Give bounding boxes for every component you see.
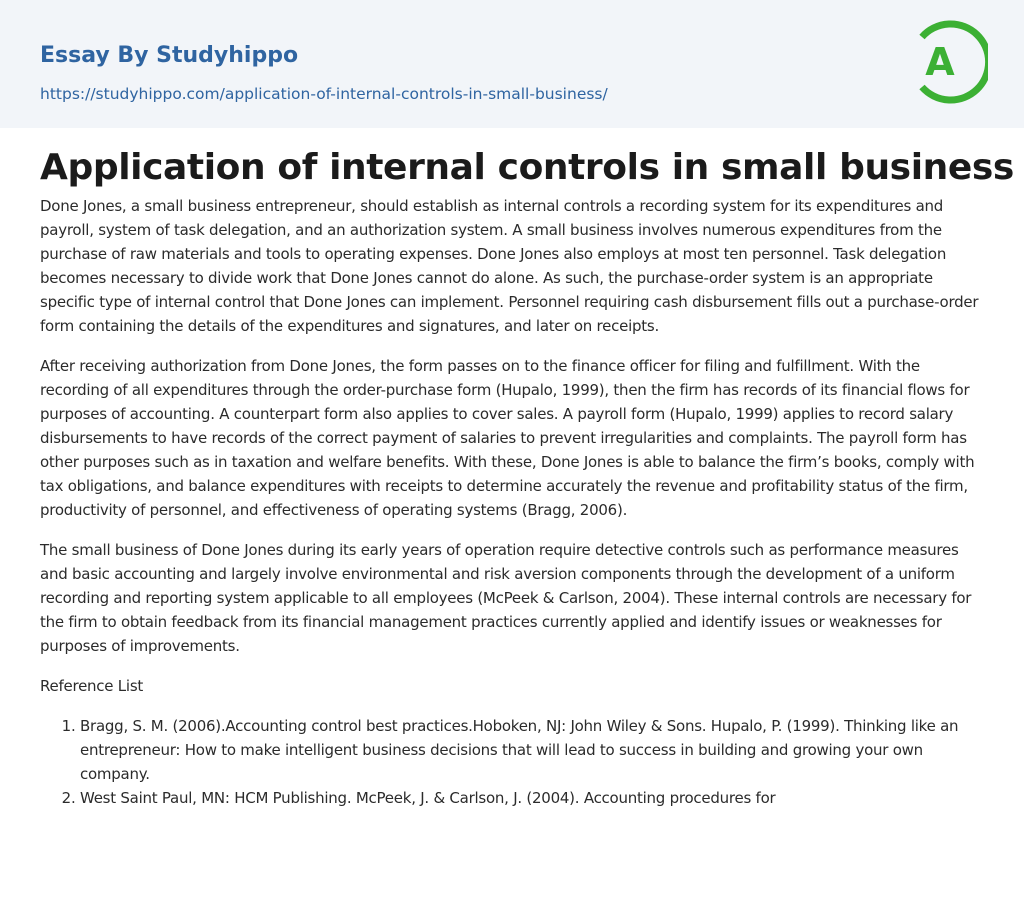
paragraph: Done Jones, a small business entrepreneur, should establish as internal controls a recording system for its expenditures and payroll, system of task delegation, and an authorization system. A small business involves numerous expenditures from the purchase of raw materials and tools to operating expenses. Done Jones also employs at most ten personnel. Task delegation becomes necessary to divide work that Done Jones cannot do alone. As such, the purchase-order system is an appropriate specific type of internal control that Done Jones can implement. Personnel requiring cash disbursement fills out a purchase-order form containing the details of the expenditures and signatures, and later on receipts. <box>40 197 979 335</box>
reference-item: 2. West Saint Paul, MN: HCM Publishing. McPeek, J. & Carlson, J. (2004). Accounting procedures for <box>80 786 984 810</box>
brand-title[interactable]: Essay By Studyhippo <box>40 43 299 68</box>
article-body <box>40 194 984 810</box>
reference-item: 1. Bragg, S. M. (2006).Accounting control best practices.Hoboken, NJ: John Wiley & Sons. Hupalo, P. (1999). Thinking like an entrepreneur: How to make intelligent business decisions that will lead to success in building and growing your own company. <box>80 714 984 786</box>
site-header <box>0 0 1024 128</box>
reference-heading: Reference List <box>40 677 144 695</box>
essay-url-link[interactable]: https://studyhippo.com/application-of-internal-controls-in-small-business/ <box>40 85 608 103</box>
paragraph: After receiving authorization from Done Jones, the form passes on to the finance officer for filing and fulfillment. With the recording of all expenditures through the order-purchase form (Hupalo, 1999), then the firm has records of its financial flows for purposes of accounting. A counterpart form also applies to cover sales. A payroll form (Hupalo, 1999) applies to record salary disbursements to have records of the correct payment of salaries to prevent irregularities and complaints. The payroll form has other purposes such as in taxation and welfare benefits. With these, Done Jones is able to balance the firm’s books, comply with tax obligations, and balance expenditures with receipts to determine accurately the revenue and profitability status of the firm, productivity of personnel, and effectiveness of operating systems (Bragg, 2006). <box>40 357 975 519</box>
page-title: Application of internal controls in small business <box>40 147 1014 188</box>
logo-letter: A <box>925 40 955 84</box>
studyhippo-logo-icon[interactable] <box>910 18 988 106</box>
reference-list <box>40 714 984 810</box>
paragraph: The small business of Done Jones during its early years of operation require detective controls such as performance measures and basic accounting and largely involve environmental and risk aversion components through the development of a uniform recording and reporting system applicable to all employees (McPeek & Carlson, 2004). These internal controls are necessary for the firm to obtain feedback from its financial management practices currently applied and identify issues or weaknesses for purposes of improvements. <box>40 541 972 655</box>
